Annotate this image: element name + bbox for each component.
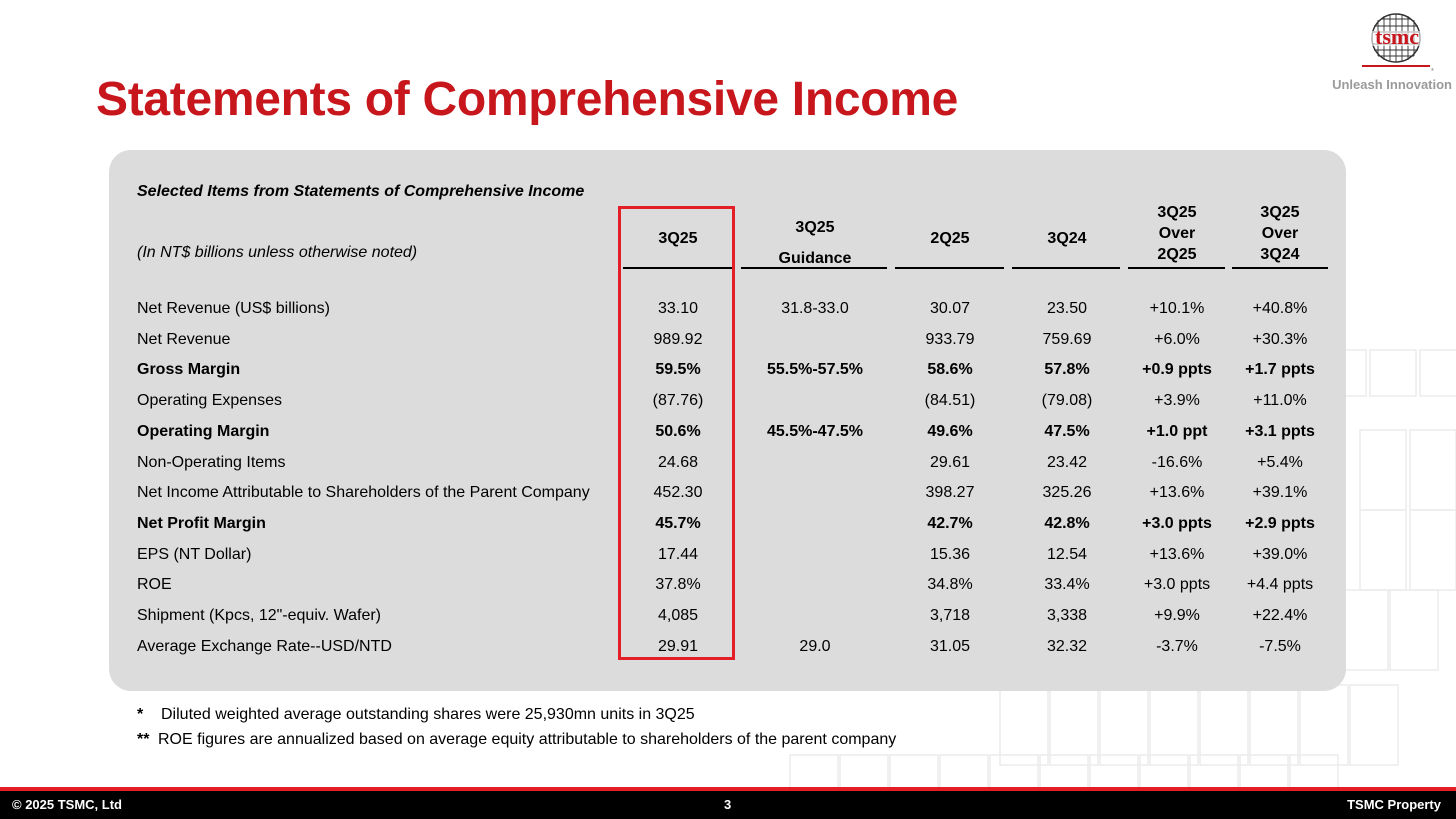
table-cell: -7.5% bbox=[1259, 638, 1301, 655]
property-label: TSMC Property bbox=[1347, 797, 1441, 812]
table-cell: +39.1% bbox=[1252, 484, 1308, 501]
footnote-1 bbox=[137, 706, 695, 724]
row-label: Net Revenue (US$ billions) bbox=[137, 300, 330, 317]
row-label: Non-Operating Items bbox=[137, 454, 286, 471]
table-cell: (87.76) bbox=[652, 392, 704, 409]
column-header-rule bbox=[1232, 267, 1328, 269]
table-cell: 37.8% bbox=[655, 576, 701, 593]
page-title: Statements of Comprehensive Income bbox=[96, 73, 959, 126]
table-cell: +3.1 ppts bbox=[1245, 423, 1315, 440]
table-cell: 31.8-33.0 bbox=[781, 300, 849, 317]
column-header-rule bbox=[1012, 267, 1120, 269]
table-cell: +30.3% bbox=[1252, 331, 1308, 348]
table-cell: +11.0% bbox=[1253, 392, 1307, 409]
table-cell: +4.4 ppts bbox=[1246, 576, 1314, 593]
table-cell: +1.0 ppt bbox=[1146, 423, 1208, 440]
table-cell: +3.9% bbox=[1154, 392, 1200, 409]
row-label: ROE bbox=[137, 576, 172, 593]
footer-bar bbox=[0, 791, 1456, 819]
table-cell: 989.92 bbox=[653, 331, 703, 348]
column-header-line: 3Q25 bbox=[1260, 204, 1300, 221]
table-cell: 49.6% bbox=[927, 423, 973, 440]
table-cell: 3,718 bbox=[929, 607, 971, 624]
svg-text:®: ® bbox=[1431, 67, 1434, 72]
page-number: 3 bbox=[724, 797, 732, 812]
row-label: Operating Expenses bbox=[137, 392, 282, 409]
row-label: Average Exchange Rate--USD/NTD bbox=[137, 638, 392, 655]
table-cell: 452.30 bbox=[653, 484, 703, 501]
row-label: Shipment (Kpcs, 12"-equiv. Wafer) bbox=[137, 607, 381, 624]
table-cell: 759.69 bbox=[1042, 331, 1092, 348]
row-label: Net Income Attributable to Shareholders of the Parent Company bbox=[137, 484, 590, 501]
table-cell: 31.05 bbox=[929, 638, 971, 655]
table-cell: (84.51) bbox=[924, 392, 976, 409]
table-cell: 32.32 bbox=[1046, 638, 1088, 655]
column-header-rule bbox=[895, 267, 1004, 269]
table-cell: +1.7 ppts bbox=[1245, 361, 1315, 378]
column-header bbox=[745, 212, 885, 274]
column-header-rule bbox=[741, 267, 887, 269]
table-cell: 4,085 bbox=[657, 607, 699, 624]
table-cell: +39.0% bbox=[1252, 546, 1308, 563]
footnote-text: Diluted weighted average outstanding shares were 25,930mn units in 3Q25 bbox=[161, 706, 695, 723]
table-cell: +2.9 ppts bbox=[1245, 515, 1315, 532]
table-cell: -16.6% bbox=[1151, 454, 1203, 471]
table-cell: +22.4% bbox=[1252, 607, 1308, 624]
table-cell: 23.50 bbox=[1046, 300, 1088, 317]
column-header-rule bbox=[1128, 267, 1225, 269]
table-cell: +40.8% bbox=[1252, 300, 1308, 317]
column-header-line: 2Q25 bbox=[1157, 246, 1197, 263]
table-cell: +0.9 ppts bbox=[1142, 361, 1212, 378]
table-cell: 45.5%-47.5% bbox=[766, 423, 864, 440]
table-cell: 23.42 bbox=[1046, 454, 1088, 471]
footnote-mark: ** bbox=[137, 731, 150, 748]
table-cell: +5.4% bbox=[1257, 454, 1303, 471]
table-cell: 325.26 bbox=[1042, 484, 1092, 501]
table-cell: 55.5%-57.5% bbox=[766, 361, 864, 378]
table-cell: 29.91 bbox=[657, 638, 699, 655]
column-header-line: 3Q25 bbox=[658, 230, 698, 247]
table-cell: 42.8% bbox=[1044, 515, 1090, 532]
table-cell: +3.0 ppts bbox=[1143, 576, 1211, 593]
table-cell: 398.27 bbox=[925, 484, 975, 501]
footnote-2 bbox=[137, 731, 896, 749]
table-cell: +6.0% bbox=[1154, 331, 1200, 348]
table-cell: 33.10 bbox=[657, 300, 699, 317]
row-label: EPS (NT Dollar) bbox=[137, 546, 252, 563]
table-cell: 33.4% bbox=[1044, 576, 1090, 593]
table-cell: +3.0 ppts bbox=[1142, 515, 1212, 532]
unit-note: (In NT$ billions unless otherwise noted) bbox=[137, 244, 418, 261]
table-cell: 24.68 bbox=[657, 454, 699, 471]
column-header-line: 3Q24 bbox=[1047, 230, 1087, 247]
table-cell: 42.7% bbox=[927, 515, 973, 532]
table-cell: 47.5% bbox=[1044, 423, 1090, 440]
column-header bbox=[1210, 202, 1350, 265]
row-label: Operating Margin bbox=[137, 423, 270, 440]
column-header-line: 3Q25 bbox=[1157, 204, 1197, 221]
table-cell: 933.79 bbox=[925, 331, 975, 348]
table-cell: 57.8% bbox=[1044, 361, 1090, 378]
table-cell: 59.5% bbox=[655, 361, 701, 378]
highlight-box-3q25 bbox=[618, 206, 735, 660]
table-cell: 15.36 bbox=[929, 546, 971, 563]
table-cell: 34.8% bbox=[927, 576, 973, 593]
footnote-text: ROE figures are annualized based on average equity attributable to shareholders of the parent company bbox=[158, 731, 897, 748]
column-header-line: 2Q25 bbox=[930, 230, 970, 247]
table-cell: (79.08) bbox=[1041, 392, 1093, 409]
table-cell: +9.9% bbox=[1154, 607, 1200, 624]
table-cell: 17.44 bbox=[657, 546, 699, 563]
table-cell: 3,338 bbox=[1046, 607, 1088, 624]
copyright: © 2025 TSMC, Ltd bbox=[12, 797, 122, 812]
row-label: Net Profit Margin bbox=[137, 515, 266, 532]
row-label: Gross Margin bbox=[137, 361, 241, 378]
tsmc-logo-icon bbox=[1352, 10, 1434, 72]
section-title: Selected Items from Statements of Comprehensive Income bbox=[137, 183, 585, 200]
table-cell: 45.7% bbox=[655, 515, 701, 532]
table-cell: 50.6% bbox=[655, 423, 701, 440]
logo-wordmark: tsmc bbox=[1375, 24, 1419, 49]
table-cell: +13.6% bbox=[1149, 546, 1205, 563]
brand-tagline: Unleash Innovation bbox=[1332, 77, 1452, 92]
table-cell: 29.61 bbox=[929, 454, 971, 471]
table-cell: +10.1% bbox=[1149, 300, 1205, 317]
column-header-line: Over bbox=[1158, 225, 1196, 242]
column-header-line: 3Q25 bbox=[795, 219, 835, 236]
table-cell: 29.0 bbox=[799, 638, 831, 655]
column-header-line: 3Q24 bbox=[1260, 246, 1300, 263]
table-cell: 58.6% bbox=[927, 361, 973, 378]
table-cell: 12.54 bbox=[1046, 546, 1088, 563]
row-label: Net Revenue bbox=[137, 331, 231, 348]
column-header-line: Guidance bbox=[778, 250, 852, 267]
table-cell: +13.6% bbox=[1149, 484, 1205, 501]
footnote-mark: * bbox=[137, 706, 144, 723]
column-header-line: Over bbox=[1261, 225, 1299, 242]
table-cell: -3.7% bbox=[1156, 638, 1198, 655]
table-cell: 30.07 bbox=[929, 300, 971, 317]
